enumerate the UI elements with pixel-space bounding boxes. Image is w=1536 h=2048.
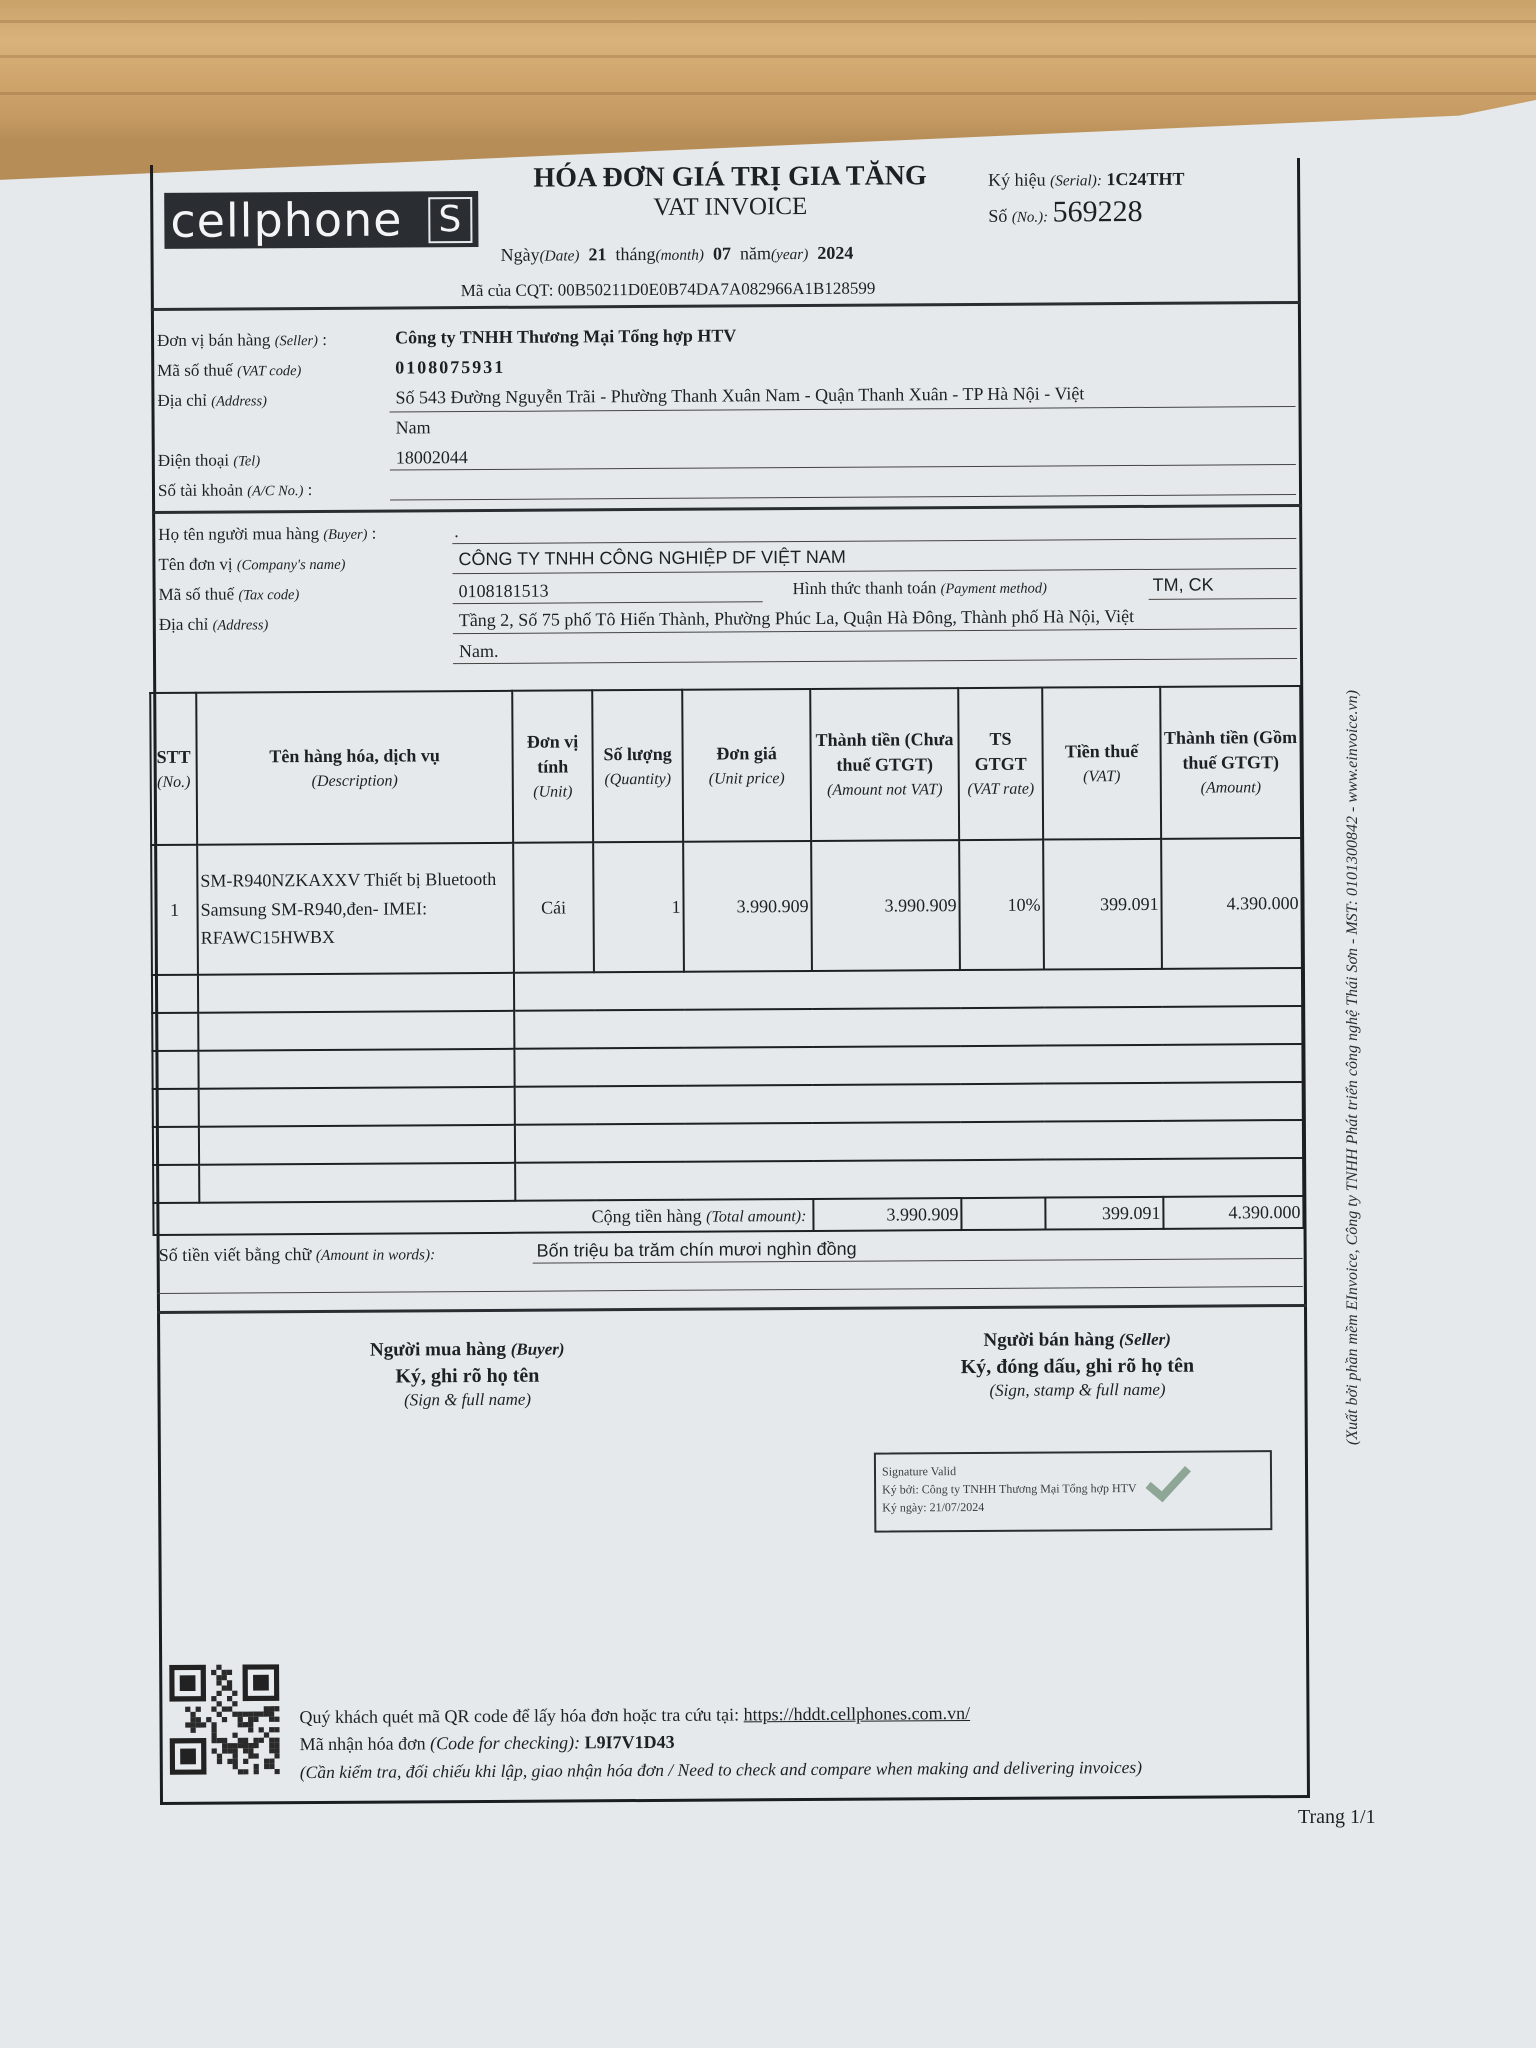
qr-code[interactable] [169, 1664, 280, 1775]
buyer-address-line2: Nam. [458, 640, 499, 662]
invoice-date [500, 243, 853, 266]
seller-tax-label: Mã số thuế (VAT code) [157, 360, 302, 380]
buyer-company-label: Tên đơn vị (Company's name) [158, 554, 346, 574]
col-header-unit: Đơn vị tính (Unit) [512, 690, 593, 842]
cell-vat: 399.091 [1043, 839, 1162, 970]
stamp-status: Signature Valid [881, 1464, 957, 1479]
cell-quantity: 1 [593, 842, 684, 973]
col-header-vat: Tiền thuế (VAT) [1042, 687, 1161, 840]
month-label-en: (month) [655, 246, 704, 264]
buyer-address-label: Địa chỉ (Address) [158, 614, 269, 634]
table-header-row [150, 686, 1301, 845]
seller-signature-block: Người bán hàng (Seller) Ký, đóng dấu, ghi rõ họ tên (Sign, stamp & full name) [960, 1329, 1195, 1400]
qr-instructions: Quý khách quét mã QR code để lấy hóa đơn hoặc tra cứu tại: https://hddt.cellphones.com.vn/ [299, 1703, 971, 1728]
table-row [151, 838, 1302, 975]
col-header-amount-not-vat: Thành tiền (Chưa thuế GTGT) (Amount not VAT) [810, 688, 959, 841]
cqt-label: Mã của CQT: [460, 280, 554, 301]
year-label-en: (year) [770, 245, 809, 264]
serial-value: 1C24THT [1106, 168, 1185, 190]
cell-amount-not-vat: 3.990.909 [811, 840, 960, 971]
invoice-subtitle: VAT INVOICE [653, 192, 808, 221]
date-year: 2024 [817, 242, 854, 263]
cell-description: SM-R940NZKAXXV Thiết bị Bluetooth Samsung SM-R940,đen- IMEI: RFAWC15HWBX [197, 843, 514, 975]
total-row [153, 1196, 1303, 1235]
checking-code-value: L9I7V1D43 [584, 1731, 675, 1753]
buyer-tax-code: 0108181513 [458, 580, 549, 602]
cell-vat-rate: 10% [959, 840, 1044, 971]
check-note: (Cần kiểm tra, đối chiếu khi lập, giao nhận hóa đơn / Need to check and compare when making and delivering invoices) [299, 1756, 1143, 1783]
digital-signature-stamp [874, 1450, 1272, 1532]
col-header-description: Tên hàng hóa, dịch vụ (Description) [196, 691, 513, 845]
cqt-value: 00B50211D0E0B74DA7A082966A1B128599 [557, 278, 876, 300]
items-table [149, 685, 1304, 1236]
year-label: năm [739, 243, 771, 264]
seller-address-label: Địa chỉ (Address) [157, 390, 267, 410]
wood-grain [0, 55, 1536, 58]
buyer-signature-block: Người mua hàng (Buyer) Ký, ghi rõ họ tên (Sign & full name) [369, 1338, 565, 1410]
buyer-address-line1: Tầng 2, Số 75 phố Tô Hiến Thành, Phường Phúc La, Quận Hà Đông, Thành phố Hà Nội, Việt [458, 605, 1135, 631]
cell-amount: 4.390.000 [1161, 838, 1302, 969]
amount-words: Bốn triệu ba trăm chín mươi nghìn đồng [536, 1238, 857, 1261]
seller-account-label: Số tài khoản (A/C No.) : [157, 480, 313, 500]
checkmark-icon [1144, 1463, 1192, 1503]
invoice-frame [150, 158, 1310, 1810]
invoice-title: HÓA ĐƠN GIÁ TRỊ GIA TĂNG [533, 160, 927, 194]
buyer-name: . [454, 521, 459, 542]
buyer-company: CÔNG TY TNHH CÔNG NGHIỆP DF VIỆT NAM [458, 546, 846, 570]
col-header-quantity: Số lượng (Quantity) [592, 690, 683, 843]
cellphones-logo [164, 191, 478, 249]
logo-text: cellphone [170, 192, 403, 248]
logo-mark: S [428, 197, 472, 243]
wood-grain [0, 20, 1536, 23]
seller-address-line2: Nam [395, 417, 431, 438]
cell-unit-price: 3.990.909 [683, 841, 812, 972]
date-day: 21 [588, 244, 607, 265]
total-label: Cộng tiền hàng (Total amount): [153, 1199, 813, 1235]
total-not-vat: 3.990.909 [813, 1198, 961, 1231]
seller-tel: 18002044 [395, 447, 468, 468]
serial [988, 169, 1184, 191]
page-number: Trang 1/1 [1298, 1806, 1376, 1828]
checking-code: Mã nhận hóa đơn (Code for checking): L9I7V1D43 [299, 1731, 675, 1755]
col-header-amount: Thành tiền (Gồm thuế GTGT) (Amount) [1160, 686, 1301, 839]
serial-label: Ký hiệu [988, 169, 1046, 190]
payment-method: TM, CK [1152, 574, 1214, 595]
total-vat-rate-empty [961, 1198, 1045, 1231]
seller-tax-code: 0108075931 [395, 356, 506, 378]
seller-address-line1: Số 543 Đường Nguyễn Trãi - Phường Thanh Xuân Nam - Quận Thanh Xuân - TP Hà Nội - Việt [395, 383, 1085, 408]
col-header-vat-rate: TS GTGT (VAT rate) [958, 688, 1043, 841]
software-provider-note: (Xuất bởi phần mềm EInvoice, Công ty TNHH Phát triển công nghệ Thái Sơn - MST: 0101300842 - www.einvoice.vn) [1344, 690, 1361, 1445]
number-label-en: (No.): [1011, 209, 1049, 226]
cqt-code [461, 279, 876, 302]
number-value: 569228 [1052, 194, 1143, 229]
buyer-name-label: Họ tên người mua hàng (Buyer) : [158, 523, 377, 544]
cell-unit: Cái [513, 842, 594, 972]
number-label: Số [988, 205, 1008, 226]
cell-no: 1 [151, 845, 198, 975]
seller-tel-label: Điện thoại (Tel) [157, 450, 261, 470]
date-label-en: (Date) [539, 247, 580, 265]
seller-name: Công ty TNHH Thương Mại Tổng hợp HTV [394, 325, 737, 348]
buyer-tax-label: Mã số thuế (Tax code) [158, 584, 300, 604]
amount-words-label: Số tiền viết bằng chữ (Amount in words): [158, 1244, 436, 1265]
total-amount: 4.390.000 [1163, 1196, 1303, 1229]
payment-method-label: Hình thức thanh toán (Payment method) [792, 578, 1047, 599]
seller-name-label: Đơn vị bán hàng (Seller) : [157, 329, 328, 350]
serial-label-en: (Serial): [1050, 172, 1102, 190]
month-label: tháng [615, 243, 656, 265]
date-label: Ngày [500, 244, 540, 265]
total-vat: 399.091 [1045, 1197, 1163, 1230]
stamp-date: Ký ngày: 21/07/2024 [882, 1499, 985, 1515]
date-month: 07 [712, 243, 731, 264]
stamp-signer: Ký bởi: Công ty TNHH Thương Mại Tổng hợp HTV [882, 1480, 1137, 1497]
col-header-unit-price: Đơn giá (Unit price) [682, 689, 811, 842]
invoice-number [988, 195, 1142, 230]
wood-grain [0, 92, 1536, 95]
col-header-no: STT (No.) [150, 693, 197, 845]
lookup-link[interactable]: https://hddt.cellphones.com.vn/ [743, 1703, 971, 1725]
